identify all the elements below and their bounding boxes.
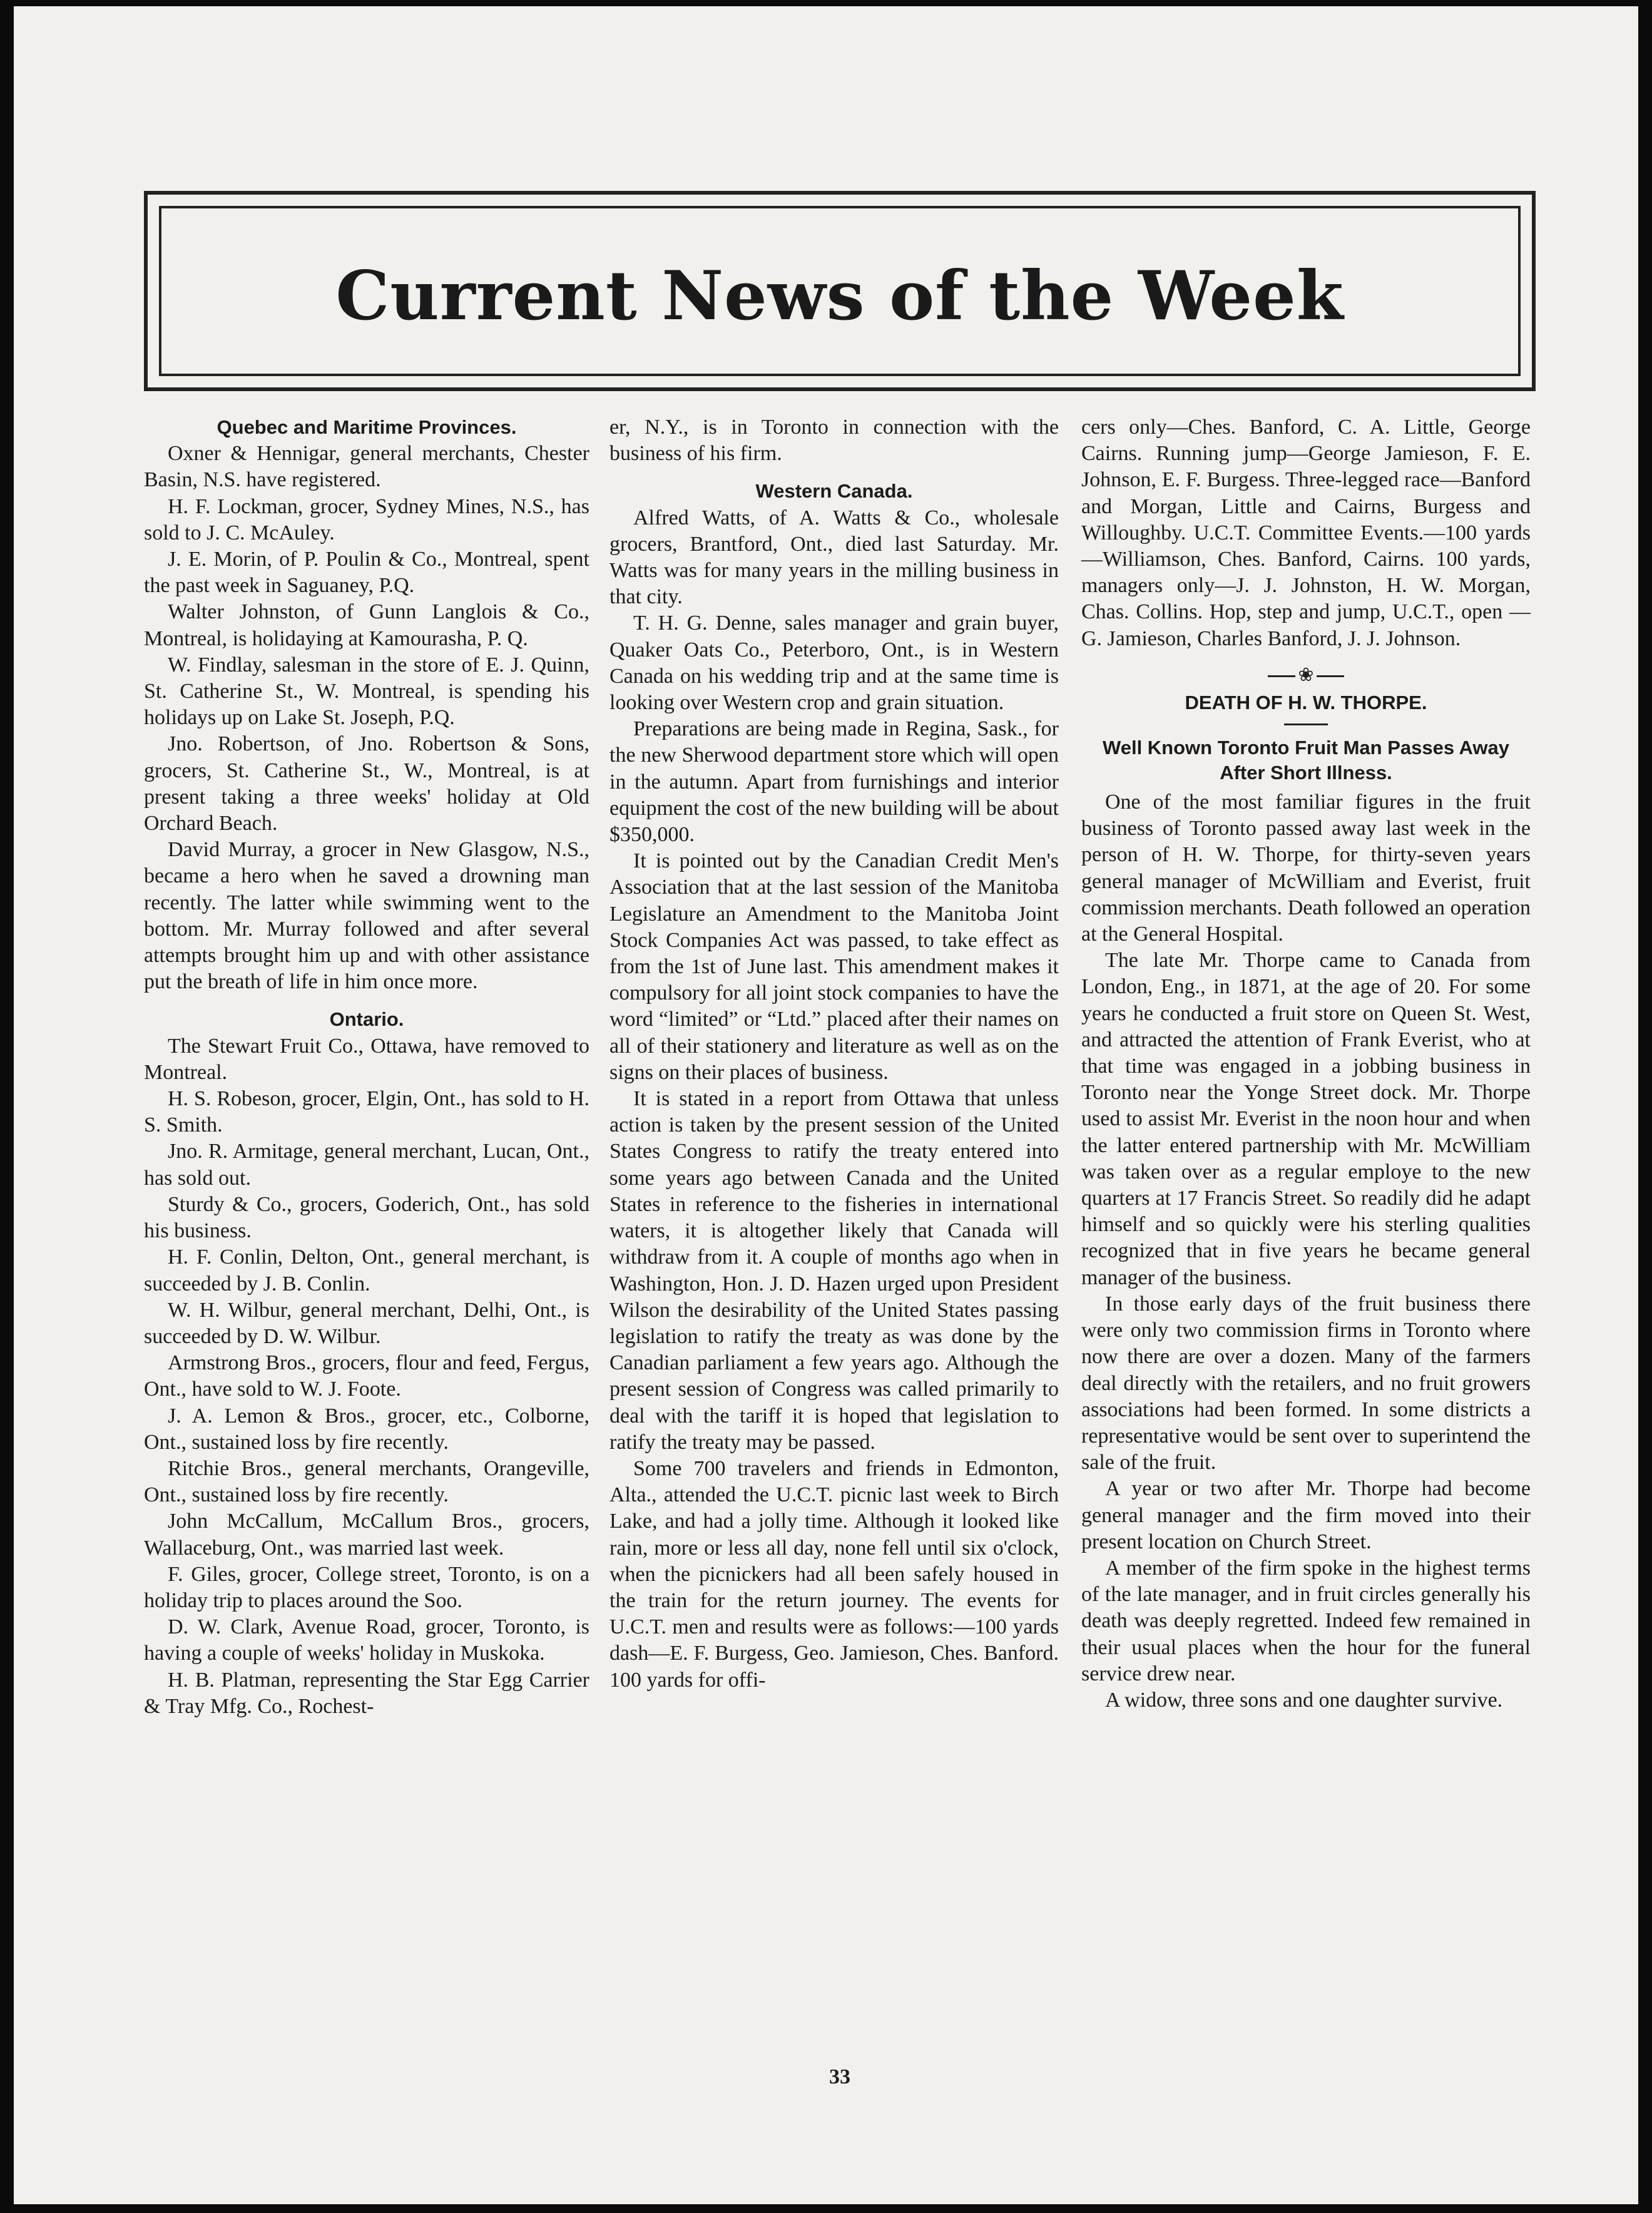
article-paragraph: A year or two after Mr. Thorpe had become general manager and the firm moved into their present location on Church Street. [1081, 1477, 1531, 1553]
article-heading: DEATH OF H. W. THORPE. [1185, 691, 1427, 713]
news-item: T. H. G. Denne, sales manager and grain buyer, Quaker Oats Co., Peterboro, Ont., is in Western Canada on his wedding trip and at the same time is looking over Western crop and grain situation. [609, 611, 1059, 715]
news-item: J. A. Lemon & Bros., grocer, etc., Colborne, Ont., sustained loss by fire recently. [144, 1404, 589, 1454]
news-item: The Stewart Fruit Co., Ottawa, have removed to Montreal. [144, 1034, 589, 1084]
news-item: H. S. Robeson, grocer, Elgin, Ont., has sold to H. S. Smith. [144, 1087, 589, 1137]
ornament-icon: ❀ [1298, 664, 1314, 685]
news-item: It is pointed out by the Canadian Credit Men's Association that at the last session of the Manitoba Legislature an Amendment to the Manitoba Joint Stock Companies Act was passed, to take effect as from the 1st of June last. This amendment makes it compulsory for all joint stock companies to have the word “limited” or “Ltd.” placed after their names on all of their stationery and literature as well as on the signs on their places of business. [609, 849, 1059, 1084]
news-item: John McCallum, McCallum Bros., grocers, Wallaceburg, Ont., was married last week. [144, 1510, 589, 1560]
section-heading-western: Western Canada. [755, 480, 913, 503]
column-1 [144, 414, 589, 1720]
section-heading-ontario: Ontario. [329, 1008, 404, 1031]
title-box-inner [159, 206, 1521, 376]
column-2 [609, 414, 1059, 1694]
article-paragraph: A member of the firm spoke in the highest terms of the late manager, and in fruit circles generally his death was deeply regretted. Indeed few remained in their usual places when the hour for the funeral service drew near. [1081, 1556, 1531, 1685]
news-item: D. W. Clark, Avenue Road, grocer, Toronto, is having a couple of weeks' holiday in Muskoka. [144, 1615, 589, 1665]
page [14, 6, 1638, 2204]
page-title: Current News of the Week [335, 257, 1344, 335]
article-paragraph: In those early days of the fruit business there were only two commission firms in Toronto where now there are over a dozen. Many of the farmers deal directly with the retailers, and no fruit growers associations had been formed. In some districts a representative would be sent over to superintend the sale of the fruit. [1081, 1292, 1531, 1474]
news-item: Sturdy & Co., grocers, Goderich, Ont., has sold his business. [144, 1192, 589, 1243]
news-item: It is stated in a report from Ottawa that unless action is taken by the present session of the United States Congress to ratify the treaty entered into some years ago between Canada and the United States in reference to the fisheries in international waters, it is altogether likely that Canada will withdraw from it. A couple of months ago when in Washington, Hon. J. D. Hazen urged upon President Wilson the desirability of the United States passing legislation to ratify the treaty as was done by the Canadian parliament a few years ago. Although the present session of Congress was called primarily to deal with the tariff it is hoped that legislation to ratify the treaty may be passed. [609, 1087, 1059, 1454]
short-rule [1284, 723, 1328, 725]
article-subheading: Well Known Toronto Fruit Man Passes Away After Short Illness. [1103, 737, 1509, 784]
news-item: W. Findlay, salesman in the store of E. J. Quinn, St. Catherine St., W. Montreal, is spending his holidays up on Lake St. Joseph, P.Q. [144, 653, 589, 730]
news-item: Armstrong Bros., grocers, flour and feed, Fergus, Ont., have sold to W. J. Foote. [144, 1351, 589, 1401]
article-paragraph: The late Mr. Thorpe came to Canada from London, Eng., in 1871, at the age of 20. For some years he conducted a fruit store on Queen St. West, and attracted the attention of Frank Everist, who at that time was engaged in a jobbing business in Toronto near the Yonge Street dock. Mr. Thorpe used to assist Mr. Everist in the noon hour and when the latter entered partnership with Mr. McWilliam was taken over as a regular employe to the new quarters at 17 Francis Street. So readily did he adapt himself and so quickly were his sterling qualities recognized that in five years he became general manager of the business. [1081, 949, 1531, 1289]
news-item: J. E. Morin, of P. Poulin & Co., Montreal, spent the past week in Saguaney, P.Q. [144, 548, 589, 598]
news-item: W. H. Wilbur, general merchant, Delhi, Ont., is succeeded by D. W. Wilbur. [144, 1298, 589, 1348]
title-box [144, 191, 1536, 391]
article-paragraph: A widow, three sons and one daughter survive. [1105, 1688, 1503, 1712]
news-item-continued: cers only—Ches. Banford, C. A. Little, George Cairns. Running jump—George Jamieson, F. E. Johnson, E. F. Burgess. Three-legged race—Banford and Morgan, Little and Cairns, Burgess and Willoughby. U.C.T. Committee Events.—100 yards—Williamson, Ches. Banford, Cairns. 100 yards, managers only—J. J. Johnston, H. W. Morgan, Chas. Collins. Hop, step and jump, U.C.T., open —G. Jamieson, Charles Banford, J. J. Johnson. [1081, 416, 1531, 650]
news-item: Preparations are being made in Regina, Sask., for the new Sherwood department store which will open in the autumn. Apart from furnishings and interior equipment the cost of the new building will be about $350,000. [609, 717, 1059, 847]
news-item-continued: er, N.Y., is in Toronto in connection with the business of his firm. [609, 416, 1059, 466]
news-item: H. F. Lockman, grocer, Sydney Mines, N.S., has sold to J. C. McAuley. [144, 494, 589, 544]
ornament-divider [1081, 661, 1531, 690]
page-number: 33 [829, 2065, 850, 2088]
news-item: H. F. Conlin, Delton, Ont., general merchant, is succeeded by J. B. Conlin. [144, 1245, 589, 1296]
news-item: Some 700 travelers and friends in Edmonton, Alta., attended the U.C.T. picnic last week to Birch Lake, and had a jolly time. Although it looked like rain, more or less all day, none fell until six o'clock, when the picnickers had all been safely housed in the train for the return journey. The events for U.C.T. men and results were as follows:—100 yards dash—E. F. Burgess, Geo. Jamieson, Ches. Banford. 100 yards for offi- [609, 1456, 1059, 1692]
news-item: H. B. Platman, representing the Star Egg Carrier & Tray Mfg. Co., Rochest- [144, 1668, 589, 1718]
news-item: F. Giles, grocer, College street, Toronto, is on a holiday trip to places around the Soo. [144, 1562, 589, 1612]
news-item: Jno. R. Armitage, general merchant, Lucan, Ont., has sold out. [144, 1140, 589, 1190]
article-paragraph: One of the most familiar figures in the fruit business of Toronto passed away last week in the person of H. W. Thorpe, for thirty-seven years general manager of McWilliam and Everist, fruit commission merchants. Death followed an operation at the General Hospital. [1081, 790, 1531, 946]
news-item: David Murray, a grocer in New Glasgow, N.S., became a hero when he saved a drowning man recently. The latter while swimming went to the bottom. Mr. Murray followed and after several attempts brought him up and with other assistance put the breath of life in him once more. [144, 838, 589, 994]
news-item: Walter Johnston, of Gunn Langlois & Co., Montreal, is holidaying at Kamourasha, P. Q. [144, 600, 589, 650]
section-heading-quebec: Quebec and Maritime Provinces. [217, 416, 517, 438]
news-item: Jno. Robertson, of Jno. Robertson & Sons, grocers, St. Catherine St., W., Montreal, is at present taking a three weeks' holiday at Old Orchard Beach. [144, 732, 589, 836]
news-item: Ritchie Bros., general merchants, Orangeville, Ont., sustained loss by fire recently. [144, 1456, 589, 1507]
news-item: Oxner & Hennigar, general merchants, Chester Basin, N.S. have registered. [144, 442, 589, 492]
column-3 [1081, 414, 1531, 1714]
news-item: Alfred Watts, of A. Watts & Co., wholesale grocers, Brantford, Ont., died last Saturday. Mr. Watts was for many years in the milling business in that city. [609, 506, 1059, 609]
